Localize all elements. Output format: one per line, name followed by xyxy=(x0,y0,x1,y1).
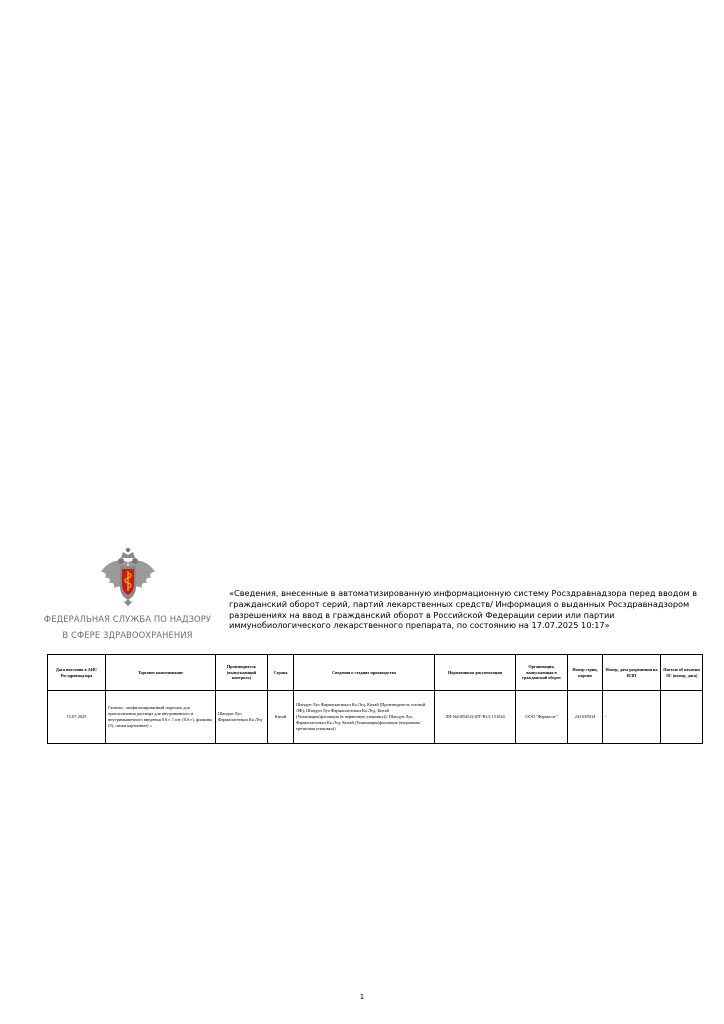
header-organization: Организация, выпускающая в гражданский оборот xyxy=(516,655,568,691)
header-withdrawal-letter: Письмо об изъятии ЛС (номер, дата) xyxy=(661,655,703,691)
cell-series-number: 2411005О4 xyxy=(568,691,603,744)
header-manufacturer: Производитель (выпускающий контроль) xyxy=(216,655,268,691)
cell-permit: - xyxy=(603,691,661,744)
cell-production-stages: Шандун Луо Фармасьютикал Ко.Лтд, Китай (Производитель готовой ЛФ); Шандун Луо Фармасьютикал Ко.Лтд, Китай (Упаковщик(фасовщик (в первичную упаковку)); Шандун Луо Фармасьютикал Ко.Лтд, Китай (Упаковщик(фасовщик (вторичная/третичная упаковка)) xyxy=(294,691,435,744)
header-permit: Номер, дата разрешения на ИЛП xyxy=(603,655,661,691)
cell-date: 15.07.2025 xyxy=(48,691,106,744)
org-name-line2: В СФЕРЕ ЗДРАВООХРАНЕНИЯ xyxy=(62,630,193,640)
header-series-number: Номер серии, партии xyxy=(568,655,603,691)
table-header-row xyxy=(48,655,703,691)
header-country: Страна xyxy=(268,655,294,691)
page-number: 1 xyxy=(359,993,365,1001)
cell-organization: ООО "Фармасэт" xyxy=(516,691,568,744)
double-headed-eagle-icon xyxy=(99,546,157,610)
intro-paragraph: «Сведения, внесенные в автоматизированную информационную систему Росздравнадзора перед вводом в гражданский оборот серий, партий лекарственных средств/ Информация о выданных Росздравнадзором разрешениях на ввод в гражданский оборот в Российской Федерации серии или партии иммунобиологического лекарственного препарата, по состоянию на 17.07.2025 10:17» xyxy=(229,588,698,631)
header-production-stages: Сведения о стадиях производства xyxy=(294,655,435,691)
cell-country: Китай xyxy=(268,691,294,744)
cell-trade-name: Ганпокс, лиофилизированный порошок для приготовления раствора для внутривенного и внутримышечного введения 0.6 г. 1 шт. (0.6 г), флаконы (5), пачки картонные) » xyxy=(106,691,216,744)
header-trade-name: Торговое наименование xyxy=(106,655,216,691)
registry-table xyxy=(47,654,703,744)
table-row xyxy=(48,691,703,744)
org-name-line1: ФЕДЕРАЛЬНАЯ СЛУЖБА ПО НАДЗОРУ xyxy=(43,614,212,624)
header-normative-doc: Нормативная документация xyxy=(435,655,516,691)
header-date: Дата внесения в АИС Росздравнадзора xyxy=(48,655,106,691)
header-logo-block xyxy=(40,546,215,642)
cell-normative-doc: ЛП-№(005452)-(РГ-RU)-151024 xyxy=(435,691,516,744)
cell-manufacturer: Шандун Луо Фармасьютикал Ко.Лтд xyxy=(216,691,268,744)
cell-withdrawal-letter xyxy=(661,691,703,744)
